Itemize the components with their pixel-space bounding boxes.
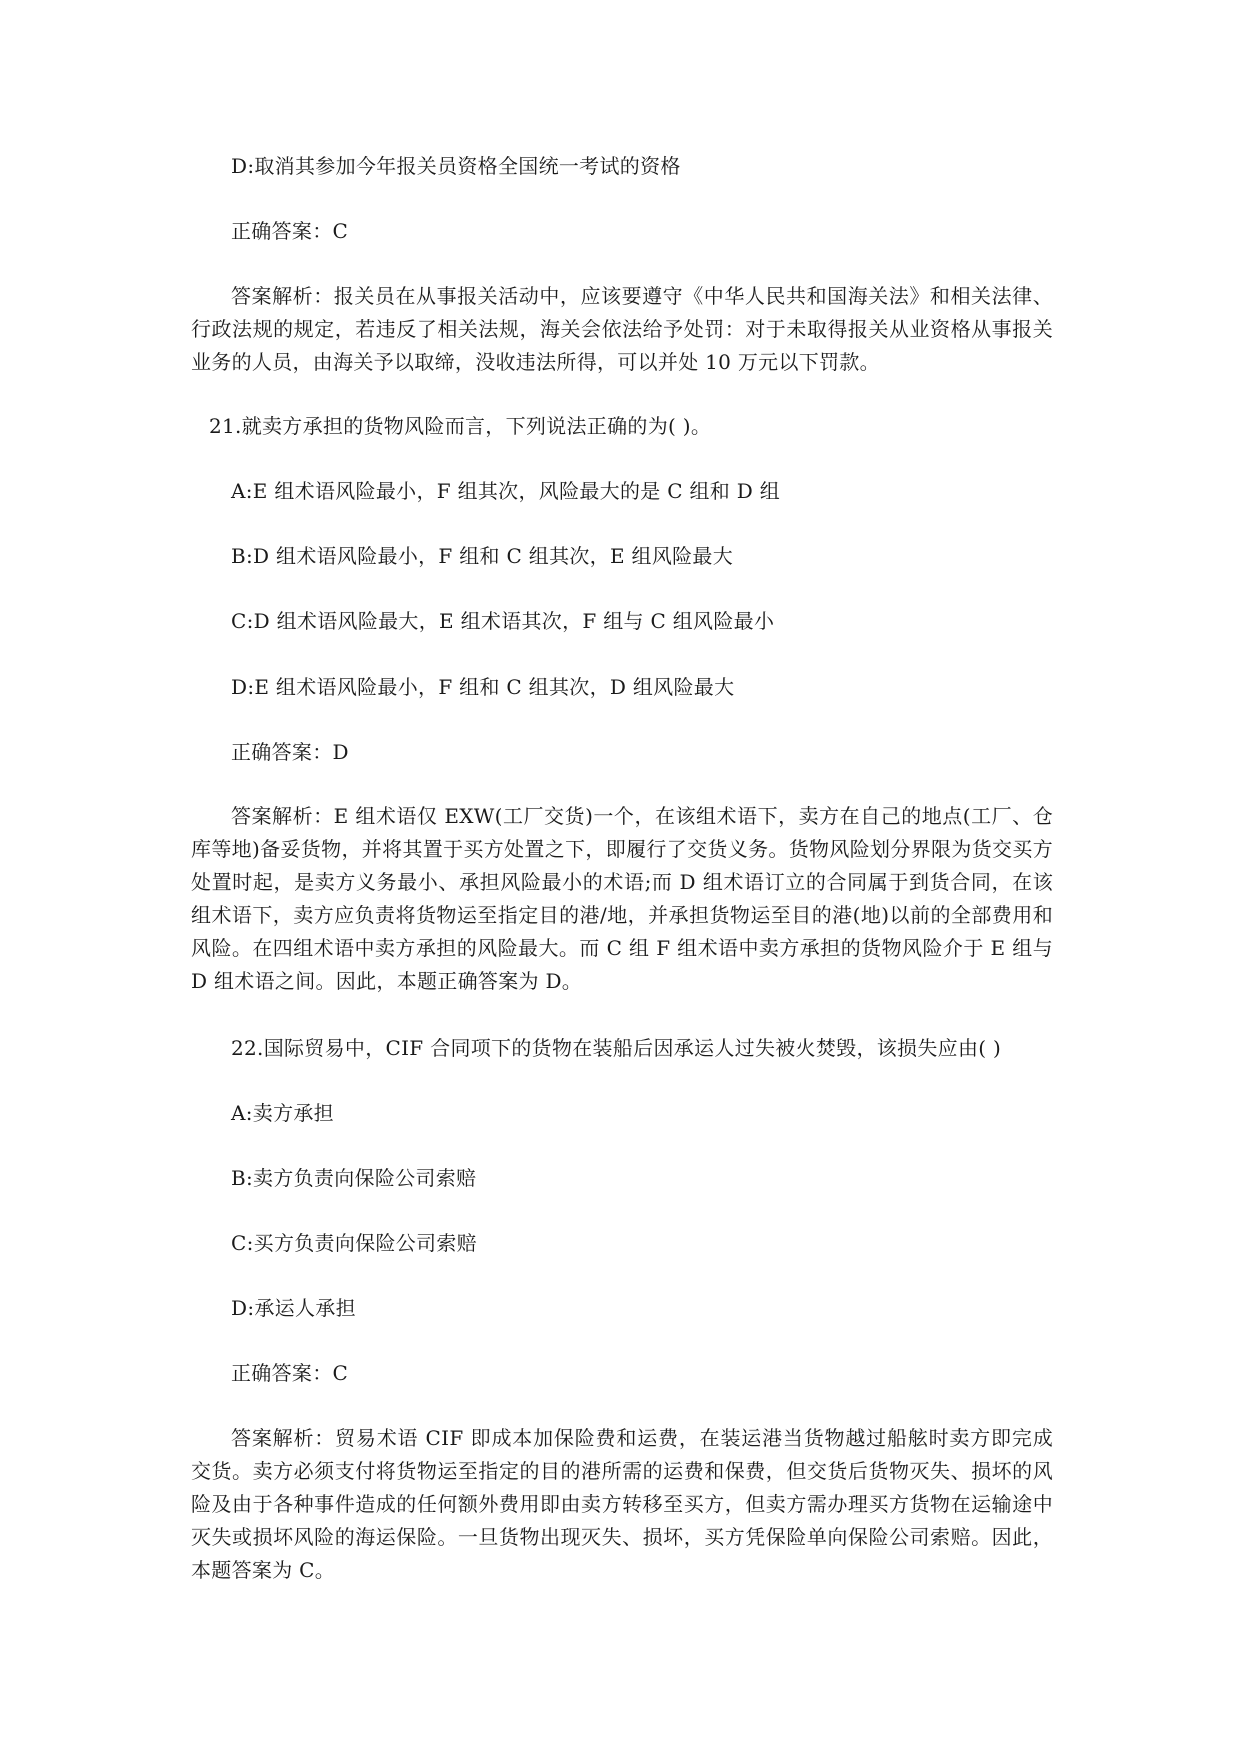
q21-option-d: D:E 组术语风险最小，F 组和 C 组其次，D 组风险最大 [231,675,735,699]
q20-explanation: 答案解析：报关员在从事报关活动中，应该要遵守《中华人民共和国海关法》和相关法律、行政法规的规定，若违反了相关法规，海关会依法给予处罚：对于未取得报关从业资格从事报关业务的人员，由海关予以取缔，没收违法所得，可以并处 10 万元以下罚款。 [191,284,1053,374]
q22-option-c: C:买方负责向保险公司索赔 [231,1231,477,1255]
q20-option-d: D:取消其参加今年报关员资格全国统一考试的资格 [231,154,681,178]
q22-option-b: B:卖方负责向保险公司索赔 [231,1166,477,1190]
q21-explanation: 答案解析：E 组术语仅 EXW(工厂交货)一个，在该组术语下，卖方在自己的地点(工厂、仓库等地)备妥货物，并将其置于买方处置之下，即履行了交货义务。货物风险划分界限为货交买方处置时起，是卖方义务最小、承担风险最小的术语;而 D 组术语订立的合同属于到货合同，在该组术语下，卖方应负责将货物运至指定目的港/地，并承担货物运至目的港(地)以前的全部费用和风险。在四组术语中卖方承担的风险最大。而 C 组 F 组术语中卖方承担的货物风险介于 E 组与 D 组术语之间。因此，本题正确答案为 D。 [191,804,1053,993]
q20-answer: 正确答案：C [231,219,349,243]
q21-option-a: A:E 组术语风险最小，F 组其次，风险最大的是 C 组和 D 组 [231,479,781,503]
q22-question: 22.国际贸易中，CIF 合同项下的货物在装船后因承运人过失被火焚毁，该损失应由( ) [231,1036,1002,1060]
q22-option-a: A:卖方承担 [231,1101,334,1125]
q21-answer: 正确答案：D [231,740,349,764]
q22-option-d: D:承运人承担 [231,1296,356,1320]
q21-option-c: C:D 组术语风险最大，E 组术语其次，F 组与 C 组风险最小 [231,609,775,633]
q22-explanation: 答案解析：贸易术语 CIF 即成本加保险费和运费，在装运港当货物越过船舷时卖方即完成交货。卖方必须支付将货物运至指定的目的港所需的运费和保费，但交货后货物灭失、损坏的风险及由于各种事件造成的任何额外费用即由卖方转移至买方，但卖方需办理买方货物在运输途中灭失或损坏风险的海运保险。一旦货物出现灭失、损坏，买方凭保险单向保险公司索赔。因此，本题答案为 C。 [191,1426,1053,1582]
q21-option-b: B:D 组术语风险最小，F 组和 C 组其次，E 组风险最大 [231,544,734,568]
q22-answer: 正确答案：C [231,1361,349,1385]
q21-question: 21.就卖方承担的货物风险而言，下列说法正确的为( )。 [209,414,712,438]
